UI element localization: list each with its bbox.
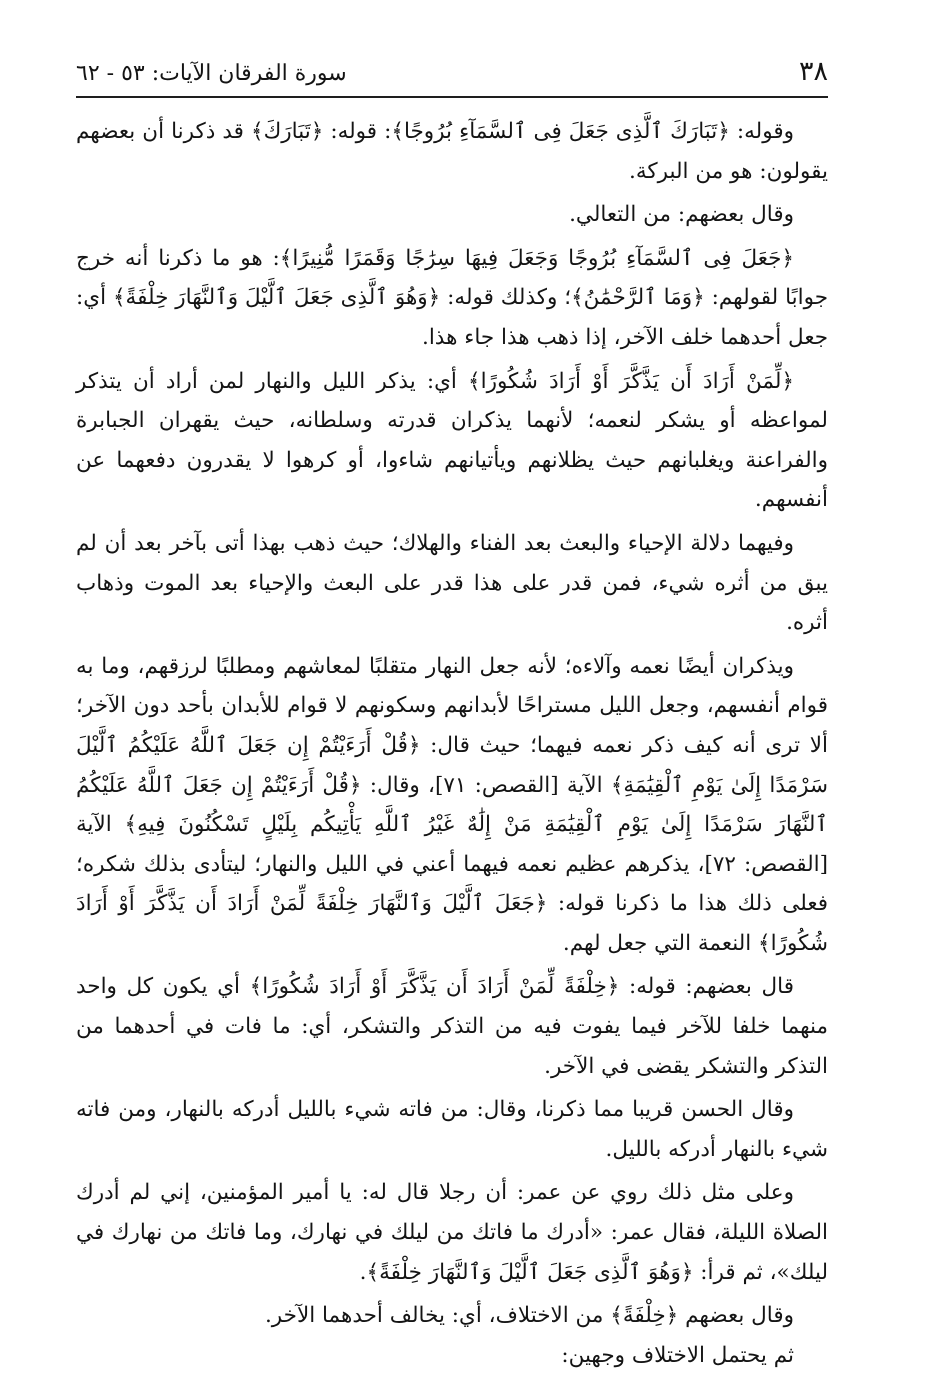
paragraph-8: وقال الحسن قريبا مما ذكرنا، وقال: من فاته شيء بالليل أدركه بالنهار، ومن فاته شيء بالنهار أدركه بالليل.: [76, 1097, 828, 1162]
paragraph-1: وقوله: ﴿تَبَارَكَ ٱلَّذِى جَعَلَ فِى ٱلسَّمَآءِ بُرُوجًا﴾: قوله: ﴿تَبَارَكَ﴾ قد ذكرنا أن بعضهم يقولون: هو من البركة.: [76, 119, 828, 184]
paragraph-10: وقال بعضهم ﴿خِلْفَةً﴾ من الاختلاف، أي: يخالف أحدهما الآخر.: [264, 1303, 794, 1329]
page-header: [76, 52, 828, 96]
paragraph-3: ﴿جَعَلَ فِى ٱلسَّمَآءِ بُرُوجًا وَجَعَلَ فِيهَا سِرَٰجًا وَقَمَرًا مُّنِيرًا﴾: هو ما ذكرنا أنه خرج جوابًا لقولهم: ﴿وَمَا ٱلرَّحْمَٰنُ﴾؛ وكذلك قوله: ﴿وَهُوَ ٱلَّذِى جَعَلَ ٱلَّيْلَ وَٱلنَّهَارَ خِلْفَةً﴾ أي: جعل أحدهما خلف الآخر، إذا ذهب هذا جاء هذا.: [76, 245, 828, 350]
paragraph-7: قال بعضهم: قوله: ﴿خِلْفَةً لِّمَنْ أَرَادَ أَن يَذَّكَّرَ أَوْ أَرَادَ شُكُورًا﴾ أي يكون كل واحد منهما خلفا للآخر فيما يفوت فيه من التذكر والتشكر، أي: ما فات في أحدهما من التذكر والتشكر يقضى في الآخر.: [76, 974, 828, 1079]
running-title: سورة الفرقان الآيات: ٥٣ - ٦٢: [76, 61, 347, 86]
page-body: [76, 112, 828, 1375]
paragraph-5: وفيهما دلالة الإحياء والبعث بعد الفناء والهلاك؛ حيث ذهب بهذا أتى بآخر بعد أن لم يبق من أثره شيء، فمن قدر على هذا قدر على البعث والإحياء بعد الموت وذهاب أثره.: [76, 530, 828, 636]
paragraph-11: ثم يحتمل الاختلاف وجهين:: [561, 1342, 794, 1368]
page-number: ٣٨: [798, 56, 828, 87]
paragraph-6: ويذكران أيضًا نعمه وآلاءه؛ لأنه جعل النهار متقلبًا لمعاشهم ومطلبًا لرزقهم، وما به قوام أنفسهم، وجعل الليل مستراحًا لأبدانهم وسكونهم لا قوام للأبدان بأحد دون الآخر؛ ألا ترى أنه كيف ذكر نعمه فيهما؛ حيث قال: ﴿قُلْ أَرَءَيْتُمْ إِن جَعَلَ ٱللَّهُ عَلَيْكُمُ ٱلَّيْلَ سَرْمَدًا إِلَىٰ يَوْمِ ٱلْقِيَٰمَةِ﴾ الآية [القصص: ٧١]، وقال: ﴿قُلْ أَرَءَيْتُمْ إِن جَعَلَ ٱللَّهُ عَلَيْكُمُ ٱلنَّهَارَ سَرْمَدًا إِلَىٰ يَوْمِ ٱلْقِيَٰمَةِ مَنْ إِلَٰهٌ غَيْرُ ٱللَّهِ يَأْتِيكُم بِلَيْلٍ تَسْكُنُونَ فِيهِ﴾ الآية [القصص: ٧٢]، يذكرهم عظيم نعمه فيهما أعني في الليل والنهار؛ ليتأدى بذلك شكره؛ فعلى ذلك هذا ما ذكرنا قوله: ﴿جَعَلَ ٱلَّيْلَ وَٱلنَّهَارَ خِلْفَةً لِّمَنْ أَرَادَ أَن يَذَّكَّرَ أَوْ أَرَادَ شُكُورًا﴾ النعمة التي جعل لهم.: [76, 653, 828, 956]
paragraph-9: وعلى مثل ذلك روي عن عمر: أن رجلا قال له: يا أمير المؤمنين، إني لم أدرك الصلاة الليلة، فقال عمر: «أدرك ما فاتك من ليلك في نهارك، وما فاتك من نهارك في ليلك»، ثم قرأ: ﴿وَهُوَ ٱلَّذِى جَعَلَ ٱلَّيْلَ وَٱلنَّهَارَ خِلْفَةً﴾.: [76, 1180, 828, 1285]
header-rule: [76, 96, 828, 98]
paragraph-2: وقال بعضهم: من التعالي.: [569, 202, 794, 228]
paragraph-4: ﴿لِّمَنْ أَرَادَ أَن يَذَّكَّرَ أَوْ أَرَادَ شُكُورًا﴾ أي: يذكر الليل والنهار لمن أراد أن يتذكر لمواعظه أو يشكر لنعمه؛ لأنهما يذكران قدرته وسلطانه، حيث يقهران الجبابرة والفراعنة ويغلبانهم حيث يظلانهم ويأتيانهم شاءوا، أو كرهوا لا يقدرون دفعهما عن أنفسهم.: [76, 368, 828, 513]
